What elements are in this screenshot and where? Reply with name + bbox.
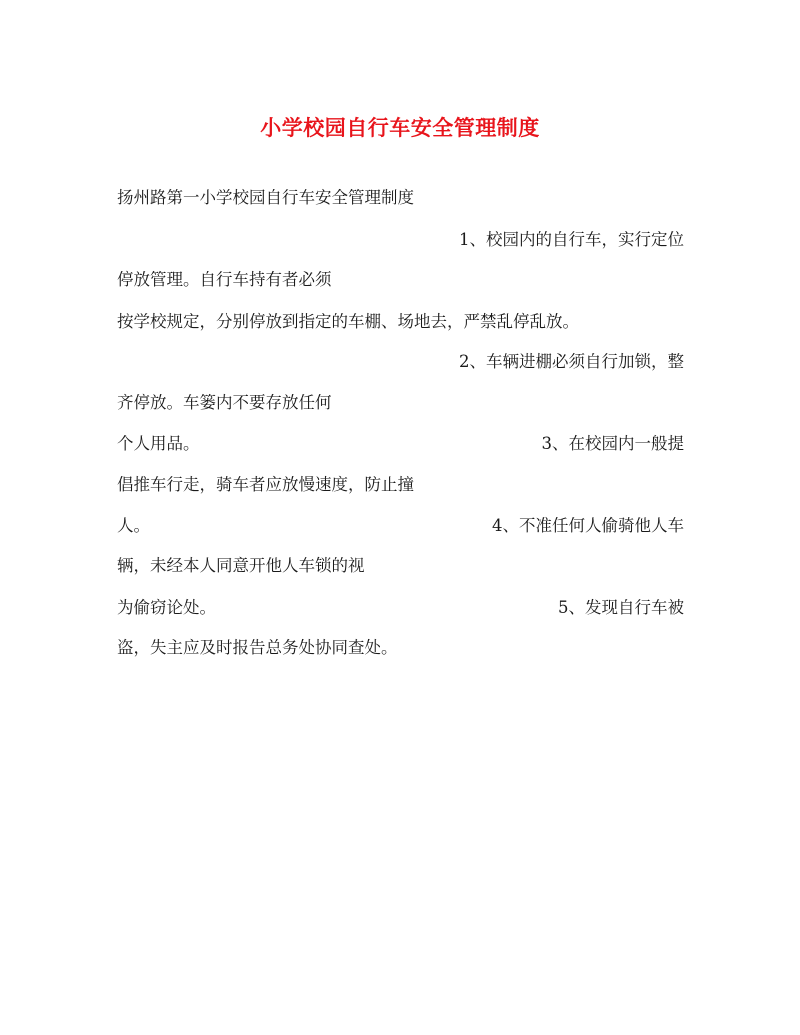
rule-1-line-a: 1、校园内的自行车，实行定位 [459, 230, 684, 249]
rule-4-line-b: 辆，未经本人同意开他人车锁的视 [117, 556, 365, 575]
rule-4-line-c: 为偷窃论处。 [117, 598, 216, 617]
rule-3-line-c: 人。 [117, 516, 150, 535]
rule-3-line-a: 3、在校园内一般提 [541, 434, 684, 453]
rule-2-line-c: 个人用品。 [117, 434, 200, 453]
rule-1-line-c: 按学校规定，分别停放到指定的车棚、场地去，严禁乱停乱放。 [117, 312, 579, 331]
rule-2-line-b: 齐停放。车篓内不要存放任何 [117, 393, 332, 412]
document-title: 小学校园自行车安全管理制度 [260, 115, 540, 140]
rule-3-line-b: 倡推车行走，骑车者应放慢速度，防止撞 [117, 475, 414, 494]
rule-5-line-a: 5、发现自行车被 [558, 598, 684, 617]
rule-1-line-b: 停放管理。自行车持有者必须 [117, 270, 332, 289]
rule-4-line-a: 4、不准任何人偷骑他人车 [492, 516, 684, 535]
rule-5-line-b: 盗，失主应及时报告总务处协同查处。 [117, 638, 398, 657]
document-subtitle-line: 扬州路第一小学校园自行车安全管理制度 [117, 188, 414, 207]
rule-2-line-a: 2、车辆进棚必须自行加锁，整 [459, 352, 684, 371]
